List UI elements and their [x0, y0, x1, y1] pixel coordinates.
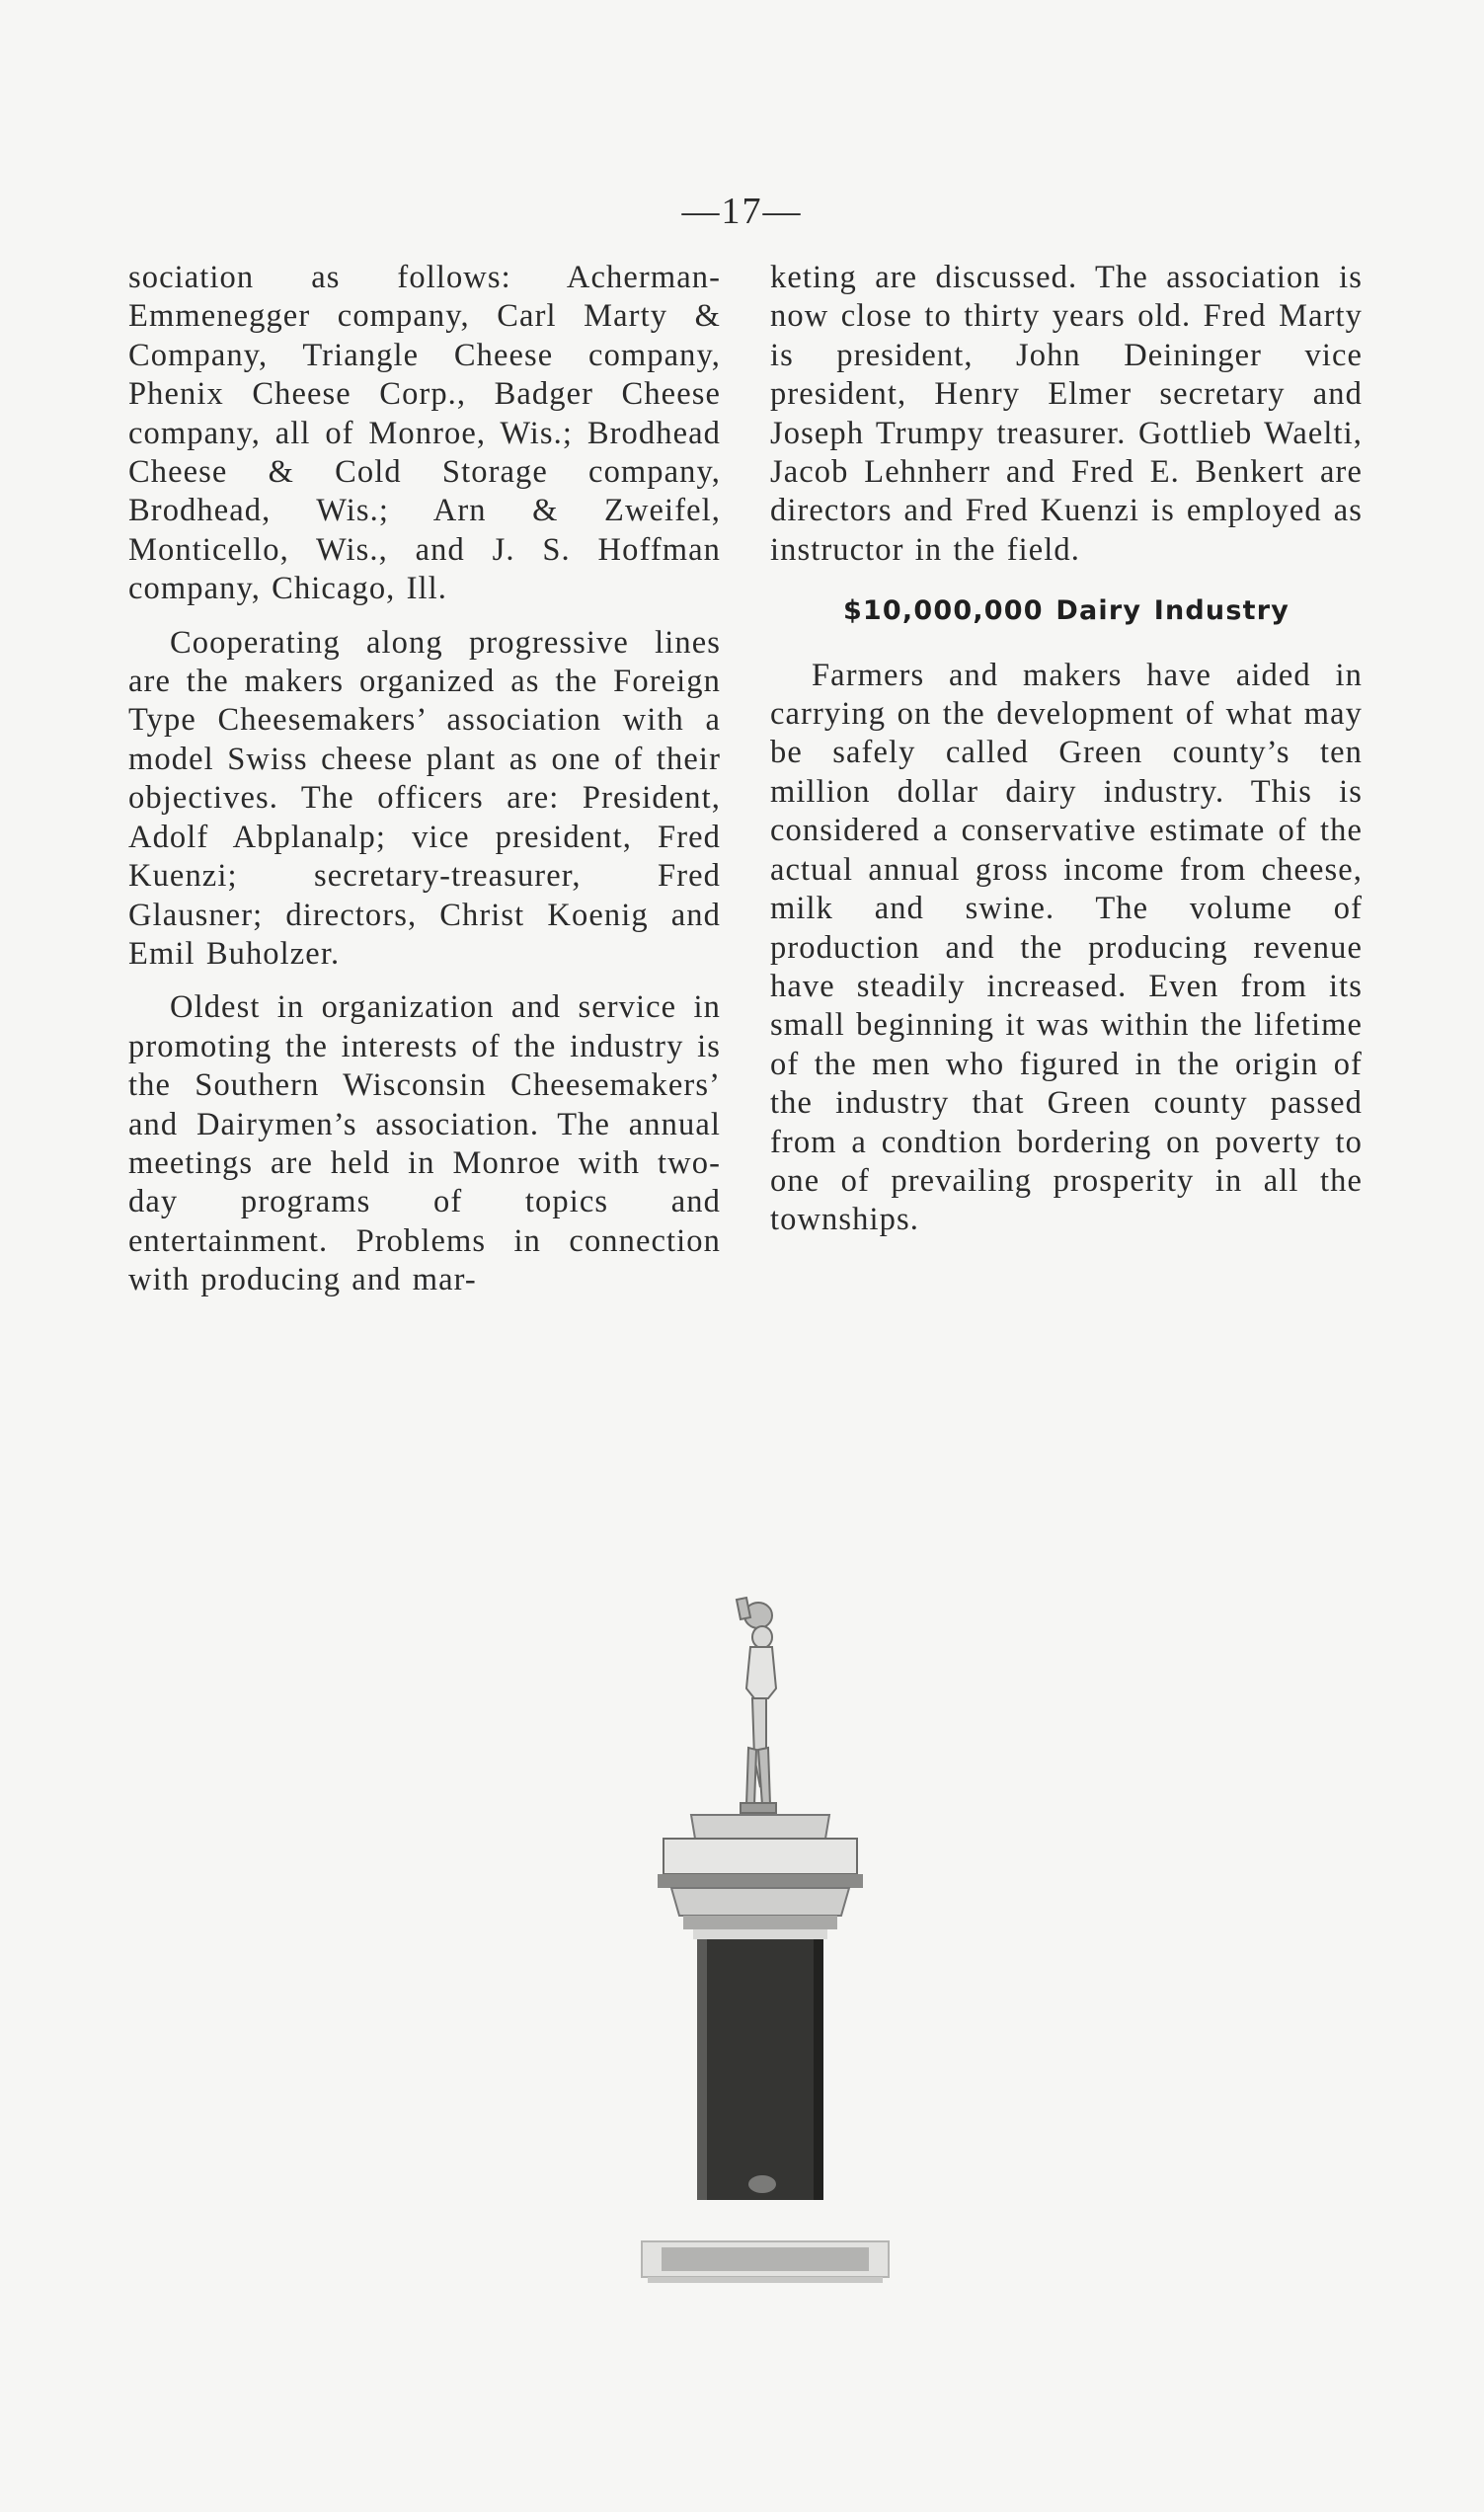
pedestal-shaft — [697, 1939, 823, 2200]
left-paragraph-1: sociation as follows: Acherman-Emmenegger company, Carl Marty & Company, Triangle Cheese company, Phenix Cheese Corp., Badger Cheese company, all of Monroe, Wis.; Brodhead Cheese & Cold Storage company, Brodhead, Wis.; Arn & Zweifel, Monticello, Wis., and J. S. Hoffman company, Chicago, Ill. — [128, 260, 721, 607]
left-paragraph-2: Cooperating along progressive lines are the makers organized as the Foreign Type Cheesemakers’ association with a model Swiss cheese plant as one of their objectives. The officers are: President, Adolf Abplanalp; vice president, Fred Kuenzi; secretary-treasurer, Fred Glausner; directors, Christ Koenig and Emil Buholzer. — [128, 624, 721, 972]
right-paragraph-1: keting are discussed. The association is now close to thirty years old. Fred Marty is president, John Deininger vice president, Henry Elmer secretary and Joseph Trumpy treasurer. Gottlieb Waelti, Jacob Lehnherr and Fred E. Benkert are directors and Fred Kuenzi is employed as instructor in the field. — [770, 260, 1363, 568]
right-paragraph-2: Farmers and makers have aided in carrying on the development of what may be safely called Green county’s ten million dollar dairy industry. This is considered a conservative estimate of the actual annual gross income from cheese, milk and swine. The volume of production and the producing revenue have steadily increased. Even from its small beginning it was within the lifetime of the men who figured in the origin of the industry that Green county passed from a condtion bordering on poverty to one of prevailing prosperity in all the townships. — [770, 657, 1363, 1238]
right-column — [770, 259, 1363, 1255]
statue-figure — [737, 1598, 776, 1813]
left-column — [128, 259, 721, 1315]
pedestal-base — [642, 2241, 889, 2283]
section-heading: $10,000,000 Dairy Industry — [842, 595, 1290, 627]
monument-statue-photo — [553, 1580, 968, 2330]
pedestal-cap — [658, 1815, 863, 1939]
left-paragraph-3: Oldest in organization and service in promoting the interests of the industry is the Southern Wisconsin Cheesemakers’ and Dairymen’s association. The annual meetings are held in Monroe with two-day programs of topics and entertainment. Problems in connection with producing and mar- — [128, 989, 721, 1298]
page-number: —17— — [681, 191, 803, 232]
